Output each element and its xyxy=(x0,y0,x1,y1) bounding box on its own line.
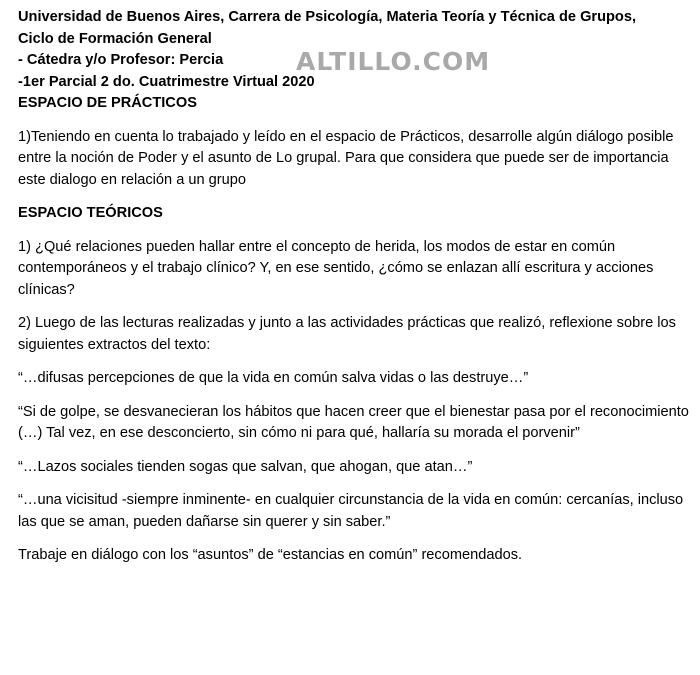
teoricos-heading: ESPACIO TEÓRICOS xyxy=(18,205,163,221)
exam-line: -1er Parcial 2 do. Cuatrimestre Virtual 2020 xyxy=(18,73,315,90)
quote-4: “…una vicisitud -siempre inminente- en cualquier circunstancia de la vida en común: cercanías, incluso las que se aman, pueden dañarse sin querer y sin saber.” xyxy=(18,492,684,530)
teoricos-question-2: 2) Luego de las lecturas realizadas y junto a las actividades prácticas que realizó, reflexione sobre los siguientes extractos del texto: xyxy=(18,315,676,353)
practicos-question-1: 1)Teniendo en cuenta lo trabajado y leído en el espacio de Prácticos, desarrolle algún diálogo posible entre la noción de Poder y el asunto de Lo grupal. Para que considera que puede ser de importancia este dialogo en relación a un grupo xyxy=(18,128,674,188)
practicos-heading: ESPACIO DE PRÁCTICOS xyxy=(18,95,197,111)
university-line: Universidad de Buenos Aires, Carrera de Psicología, Materia Teoría y Técnica de Grupos, xyxy=(18,9,637,25)
closing-instruction: Trabaje en diálogo con los “asuntos” de “estancias en común” recomendados. xyxy=(18,547,523,563)
teoricos-question-1: 1) ¿Qué relaciones pueden hallar entre el concepto de herida, los modos de estar en común contemporáneos y el trabajo clínico? Y, en ese sentido, ¿cómo se enlazan allí escritura y acciones clínicas? xyxy=(18,238,654,298)
quote-1: “…difusas percepciones de que la vida en común salva vidas o las destruye…” xyxy=(18,370,529,386)
document-page xyxy=(18,7,694,579)
cycle-line: Ciclo de Formación General xyxy=(18,30,212,47)
altillo-watermark: ALTILLO.COM xyxy=(296,47,491,76)
catedra-line: - Cátedra y/o Profesor: Percia xyxy=(18,52,224,68)
quote-3: “…Lazos sociales tienden sogas que salvan, que ahogan, que atan…” xyxy=(18,458,473,475)
quote-2: “Si de golpe, se desvanecieran los hábitos que hacen creer que el bienestar pasa por el reconocimiento (…) Tal vez, en ese desconcierto, sin cómo ni para qué, hallaría su morada el porvenir” xyxy=(18,403,689,441)
